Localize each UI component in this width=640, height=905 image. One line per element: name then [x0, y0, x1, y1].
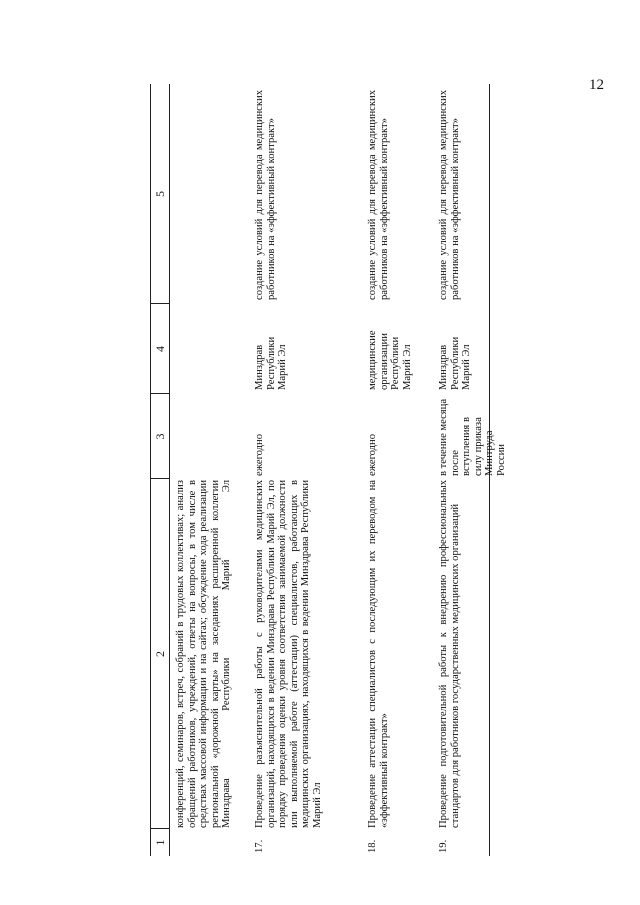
row-17-action: Проведение разъяснительной работы с руководителями медицинских организаций, находящихся в ведении Минздрава Республики Марий Эл, по порядку проведения оценки уровня соответствия занимаемой должности или выполняемой работе (аттестации) специалистов, работающих в медицинских организациях, находящихся в ведении Минздрава Республики Марий Эл: [254, 480, 323, 828]
row-18-action: Проведение аттестации специалистов с последующим их переводом на «эффективный контракт»: [367, 480, 390, 828]
row-19-deadline: в течение месяца после вступления в силу приказа Минтруда России: [438, 398, 507, 476]
column-header-4: 4: [151, 304, 170, 394]
header-divider: [151, 393, 170, 394]
row-18-deadline: ежегодно: [367, 433, 378, 476]
row-19-number: 19.: [438, 839, 449, 853]
header-divider: [151, 303, 170, 304]
row-17-deadline: ежегодно: [254, 433, 265, 476]
column-header-1: 1: [151, 829, 170, 856]
row-19-responsible: Минздрав Республики Марий Эл: [438, 336, 473, 390]
row-17-result: создание условий для перевода медицинских работников на «эффективный контракт»: [254, 90, 277, 300]
column-header-2: 2: [151, 479, 170, 829]
column-header-5: 5: [151, 84, 170, 304]
plan-table: [150, 84, 507, 856]
header-divider: [151, 478, 170, 479]
row-19-action: Проведение подготовительной работы к внедрению профессиональных стандартов для работников государственных медицинских организаций: [438, 480, 461, 828]
row-18-result: создание условий для перевода медицинских работников на «эффективный контракт»: [367, 90, 390, 300]
column-header-3: 3: [151, 394, 170, 479]
row-19-result: создание условий для перевода медицинских работников на «эффективный контракт»: [438, 90, 461, 300]
row-18-number: 18.: [367, 839, 378, 853]
header-divider: [151, 828, 170, 829]
page-number: 12: [589, 77, 604, 93]
row-17-number: 17.: [254, 839, 265, 853]
table-row-continuation-action: конференций, семинаров, встреч, собраний в трудовых коллективах; анализ обращений работников, учреждений, ответы на вопросы, в том числе в средствах массовой информации и на сайтах; обсуждение хода реализации региональной «дорожной карты» на заседаниях расширенной коллегии Минздрава Республики Марий Эл: [175, 480, 233, 828]
row-17-responsible: Минздрав Республики Марий Эл: [254, 336, 289, 390]
row-18-responsible: медицинские организации Республики Марий Эл: [367, 330, 413, 390]
